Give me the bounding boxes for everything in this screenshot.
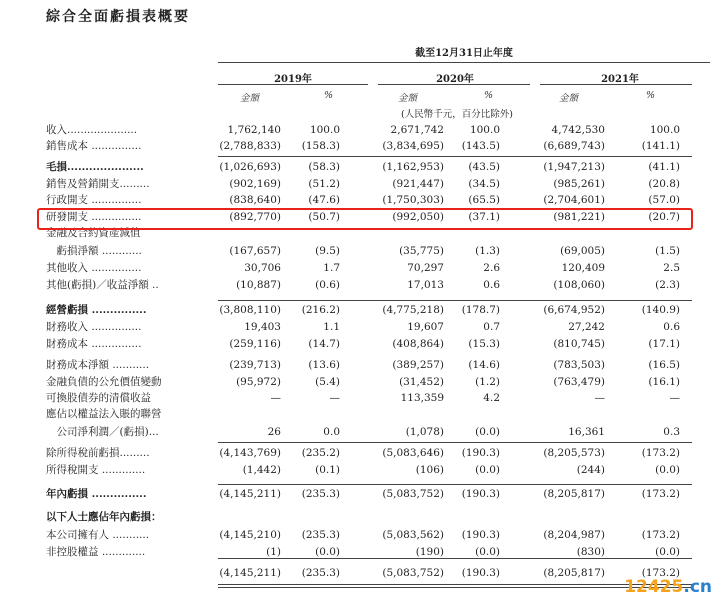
cell-value: (16.1) [648, 376, 680, 388]
row-label: 應佔以權益法入賬的聯營 [46, 408, 162, 420]
cell-value: — [669, 392, 680, 404]
cell-value: (13.6) [308, 359, 340, 371]
cell-value: (902,169) [229, 178, 281, 190]
table-row [0, 487, 720, 501]
cell-value: (810,745) [553, 338, 605, 350]
table-row [0, 407, 720, 421]
cell-value: (190.3) [461, 567, 500, 579]
cell-value: (5,083,646) [382, 447, 444, 459]
cell-value: (4,143,769) [219, 447, 281, 459]
cell-value: (14.6) [468, 359, 500, 371]
cell-value: (0.0) [475, 464, 500, 476]
cell-value: (2,704,601) [543, 194, 605, 206]
cell-value: (389,257) [392, 359, 444, 371]
cell-value: (259,116) [229, 338, 281, 350]
cell-value: (992,050) [392, 211, 444, 223]
subtotal-rule-gross [218, 156, 692, 157]
subtotal-rule-pretax [218, 442, 692, 443]
row-label: 金融負債的公允價值變動 [46, 376, 162, 388]
cell-value: 2.5 [663, 262, 680, 274]
cell-value: (0.0) [655, 464, 680, 476]
cell-value: (892,770) [229, 211, 281, 223]
cell-value: (9.5) [315, 245, 340, 257]
table-row [0, 510, 720, 524]
cell-value: 0.6 [663, 321, 680, 333]
cell-value: (190.3) [461, 447, 500, 459]
table-row [0, 545, 720, 559]
cell-value: (1,026,693) [219, 161, 281, 173]
total-rule-bottom-1 [218, 584, 692, 585]
cell-value: (95,972) [236, 376, 281, 388]
cell-value: 0.7 [483, 321, 500, 333]
cell-value: 1.1 [323, 321, 340, 333]
cell-value: (2,788,833) [219, 140, 281, 152]
row-label: 本公司擁有人 ........... [46, 529, 150, 541]
cell-value: (0.1) [315, 464, 340, 476]
cell-value: 100.0 [469, 124, 500, 136]
col-amount-2020: 金額 [398, 93, 418, 104]
row-label: 銷售及營銷開支......... [46, 178, 150, 190]
cell-value: 27,242 [568, 321, 605, 333]
cell-value: (981,221) [553, 211, 605, 223]
cell-value: (34.5) [468, 178, 500, 190]
table-row [0, 425, 720, 439]
table-row [0, 337, 720, 351]
cell-value: (15.3) [468, 338, 500, 350]
row-label: 除所得稅前虧損......... [46, 447, 150, 459]
table-row [0, 303, 720, 317]
row-label: 財務收入 ............... [46, 321, 142, 333]
cell-value: 4,742,530 [551, 124, 605, 136]
table-row [0, 391, 720, 405]
cell-value: (143.5) [461, 140, 500, 152]
table-row [0, 261, 720, 275]
table-row [0, 375, 720, 389]
cell-value: (1.2) [475, 376, 500, 388]
cell-value: (5,083,752) [382, 488, 444, 500]
cell-value: (235.2) [301, 447, 340, 459]
highlight-box-rd [37, 208, 693, 230]
cell-value: (3,834,695) [382, 140, 444, 152]
row-label: 毛損..................... [46, 161, 144, 173]
row-label: 非控股權益 ............. [46, 546, 146, 558]
cell-value: (235.3) [301, 567, 340, 579]
cell-value: (50.7) [308, 211, 340, 223]
cell-value: (0.0) [475, 546, 500, 558]
cell-value: (35,775) [399, 245, 444, 257]
table-row [0, 358, 720, 372]
cell-value: (6,674,952) [543, 304, 605, 316]
year-rule-2021 [540, 84, 692, 85]
row-label: 所得稅開支 ............. [46, 464, 146, 476]
row-label: 收入..................... [46, 124, 138, 136]
year-2020: 2020年 [436, 74, 474, 85]
row-label: 其他(虧損)／收益淨額 .. [46, 279, 159, 291]
table-row [0, 193, 720, 207]
cell-value: (3,808,110) [219, 304, 281, 316]
cell-value: (43.5) [468, 161, 500, 173]
cell-value: (921,447) [392, 178, 444, 190]
subtotal-rule-operating [218, 300, 692, 301]
subtotal-rule-loss [218, 484, 692, 485]
row-label: 可換股債券的清償收益 [46, 392, 151, 404]
cell-value: (4,145,211) [219, 488, 281, 500]
table-row [0, 123, 720, 137]
cell-value: 2.6 [483, 262, 500, 274]
cell-value: (158.3) [301, 140, 340, 152]
row-label: 經營虧損 ............... [46, 304, 147, 316]
row-label: 虧損淨額 ............ [46, 245, 142, 257]
cell-value: (51.2) [308, 178, 340, 190]
year-rule-2020 [378, 84, 530, 85]
cell-value: (985,261) [553, 178, 605, 190]
cell-value: (1,162,953) [382, 161, 444, 173]
cell-value: (47.6) [308, 194, 340, 206]
cell-value: (108,060) [553, 279, 605, 291]
cell-value: 17,013 [407, 279, 444, 291]
cell-value: (58.3) [308, 161, 340, 173]
cell-value: 100.0 [309, 124, 340, 136]
cell-value: 0.6 [483, 279, 500, 291]
cell-value: (20.8) [648, 178, 680, 190]
col-pct-2020: % [484, 90, 494, 101]
cell-value: 120,409 [561, 262, 605, 274]
cell-value: (408,864) [392, 338, 444, 350]
total-rule-top [218, 558, 692, 559]
col-pct-2019: % [324, 90, 334, 101]
cell-value: (783,503) [553, 359, 605, 371]
cell-value: (1,078) [405, 426, 444, 438]
row-label: 其他收入 ............... [46, 262, 142, 274]
table-row [0, 278, 720, 292]
table-row [0, 139, 720, 153]
row-label: 財務成本淨額 ........... [46, 359, 150, 371]
cell-value: 16,361 [568, 426, 605, 438]
cell-value: (31,452) [399, 376, 444, 388]
cell-value: (8,205,573) [543, 447, 605, 459]
cell-value: (8,205,817) [543, 567, 605, 579]
cell-value: 0.0 [323, 426, 340, 438]
table-row [0, 528, 720, 542]
year-2021: 2021年 [601, 74, 639, 85]
row-label: 研發開支 ............... [46, 211, 142, 223]
row-label: 銷售成本 ............... [46, 140, 142, 152]
year-rule-2019 [218, 84, 368, 85]
cell-value: (41.1) [648, 161, 680, 173]
cell-value: (8,204,987) [543, 529, 605, 541]
cell-value: (69,005) [560, 245, 605, 257]
cell-value: 19,607 [407, 321, 444, 333]
cell-value: (4,145,211) [219, 567, 281, 579]
cell-value: (57.0) [648, 194, 680, 206]
cell-value: 2,671,742 [390, 124, 444, 136]
cell-value: — [270, 392, 281, 404]
cell-value: 1,762,140 [227, 124, 281, 136]
cell-value: (140.9) [641, 304, 680, 316]
cell-value: (167,657) [229, 245, 281, 257]
page-title: 綜合全面虧損表概要 [46, 9, 190, 25]
cell-value: 30,706 [244, 262, 281, 274]
row-label: 以下人士應佔年內虧損： [46, 511, 162, 523]
cell-value: (190.3) [461, 529, 500, 541]
cell-value: 4.2 [483, 392, 500, 404]
table-row [0, 160, 720, 174]
col-amount-2019: 金額 [240, 93, 260, 104]
table-row [0, 446, 720, 460]
row-label: 行政開支 ............... [46, 194, 142, 206]
table-row [0, 566, 720, 580]
cell-value: (5,083,562) [382, 529, 444, 541]
cell-value: (830) [576, 546, 605, 558]
cell-value: (8,205,817) [543, 488, 605, 500]
cell-value: (216.2) [301, 304, 340, 316]
cell-value: (6,689,743) [543, 140, 605, 152]
cell-value: (239,713) [229, 359, 281, 371]
table-row [0, 177, 720, 191]
cell-value: (235.3) [301, 529, 340, 541]
unit-note: (人民幣千元，百分比除外) [401, 109, 513, 120]
cell-value: (141.1) [641, 140, 680, 152]
cell-value: (1,750,303) [382, 194, 444, 206]
cell-value: 100.0 [649, 124, 680, 136]
cell-value: (14.7) [308, 338, 340, 350]
cell-value: (173.2) [641, 567, 680, 579]
watermark: 12425.cn [624, 577, 712, 597]
cell-value: (0.0) [655, 546, 680, 558]
cell-value: (0.6) [315, 279, 340, 291]
cell-value: (17.1) [648, 338, 680, 350]
cell-value: (10,887) [236, 279, 281, 291]
table-row [0, 244, 720, 258]
cell-value: (37.1) [468, 211, 500, 223]
cell-value: (173.2) [641, 488, 680, 500]
cell-value: (4,775,218) [382, 304, 444, 316]
cell-value: 1.7 [323, 262, 340, 274]
cell-value: 26 [267, 426, 281, 438]
row-label: 公司淨利潤／(虧損)... [46, 426, 159, 438]
cell-value: (190.3) [461, 488, 500, 500]
cell-value: (1,947,213) [543, 161, 605, 173]
cell-value: 19,403 [244, 321, 281, 333]
cell-value: (5,083,752) [382, 567, 444, 579]
cell-value: (4,145,210) [219, 529, 281, 541]
cell-value: (235.3) [301, 488, 340, 500]
table-row [0, 463, 720, 477]
cell-value: (0.0) [315, 546, 340, 558]
cell-value: (1.5) [655, 245, 680, 257]
period-header: 截至12月31日止年度 [415, 48, 513, 59]
cell-value: (173.2) [641, 529, 680, 541]
cell-value: (2.3) [655, 279, 680, 291]
year-2019: 2019年 [274, 74, 312, 85]
cell-value: (5.4) [315, 376, 340, 388]
row-label: 年內虧損 ............... [46, 488, 147, 500]
cell-value: (16.5) [648, 359, 680, 371]
table-row [0, 320, 720, 334]
col-amount-2021: 金額 [559, 93, 579, 104]
total-rule-bottom-2 [218, 587, 692, 588]
cell-value: (244) [576, 464, 605, 476]
cell-value: (1,442) [242, 464, 281, 476]
cell-value: (20.7) [648, 211, 680, 223]
cell-value: — [594, 392, 605, 404]
col-pct-2021: % [646, 90, 656, 101]
cell-value: (1) [266, 546, 281, 558]
cell-value: (1.3) [475, 245, 500, 257]
cell-value: (763,479) [553, 376, 605, 388]
cell-value: (838,640) [229, 194, 281, 206]
cell-value: (190) [415, 546, 444, 558]
cell-value: 113,359 [400, 392, 444, 404]
cell-value: — [329, 392, 340, 404]
cell-value: 0.3 [663, 426, 680, 438]
cell-value: 70,297 [407, 262, 444, 274]
cell-value: (173.2) [641, 447, 680, 459]
cell-value: (178.7) [461, 304, 500, 316]
cell-value: (0.0) [475, 426, 500, 438]
row-label: 財務成本 ............... [46, 338, 142, 350]
row-label: 金融及合約資產減值 [46, 227, 141, 239]
cell-value: (65.5) [468, 194, 500, 206]
period-rule [218, 62, 710, 63]
cell-value: (106) [415, 464, 444, 476]
